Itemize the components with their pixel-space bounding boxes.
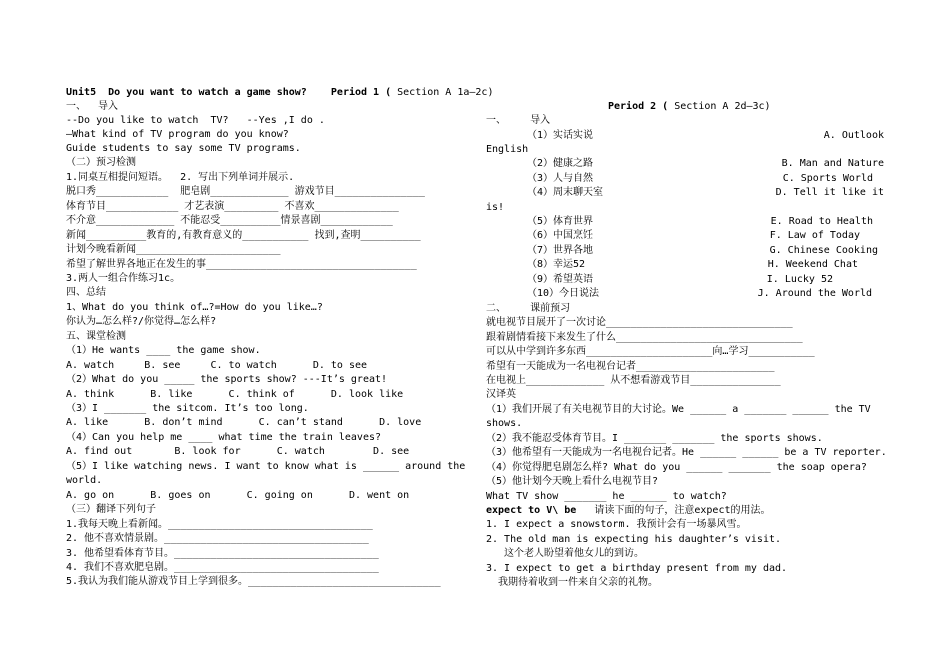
vocab-cn: （10）今日说法 [527,288,600,299]
left-line: A. watch B. see C. to watch D. to see [66,360,368,371]
left-line: world. [66,475,103,486]
left-line: 希望了解世界各地正在发生的事___________________________________ [66,259,417,270]
vocab-en: B. Man and Nature [781,158,884,169]
left-header-title: Unit5 Do you want to watch a game show? Period 1 ( [66,87,392,98]
right-header-title: Period 2 ( [608,101,669,112]
vocab-en: G. Chinese Cooking [769,245,878,256]
example-line: 3. I expect to get a birthday present from my dad. [486,563,788,574]
left-line: --Do you like to watch TV? --Yes ,I do . [66,115,325,126]
vocab-en: F. Law of Today [769,230,860,241]
right-line: （1）我们开展了有关电视节目的大讨论。We ______ a _______ ______ the TV [486,404,871,415]
expect-heading-bold: expect to V\ be [486,505,577,516]
left-line: A. like B. don’t mind C. can’t stand D. love [66,417,422,428]
example-line: 1. I expect a snowstorm. 我预计会有一场暴风雪。 [486,519,747,530]
left-line: 3. 他希望看体育节目。__________________________________ [66,548,379,559]
vocab-cn: （7）世界各地 [527,245,594,256]
left-line: A. go on B. goes on C. going on D. went on [66,490,410,501]
example-line: 我期待着收到一件来自父亲的礼物。 [486,577,659,588]
vocab-en: H. Weekend Chat [767,259,858,270]
left-line: （三）翻译下列句子 [66,504,156,515]
right-line: （2）我不能忍受体育节目。I _______ _______ the sports shows. [486,433,823,444]
vocab-cn: （8）幸运52 [527,259,586,270]
right-line: （5）他计划今天晚上看什么电视节目? [486,476,659,487]
vocab-cn: （4）周末聊天室 [527,187,604,198]
right-line: （4）你觉得肥皂剧怎么样? What do you ______ _______ the soap opera? [486,462,867,473]
expect-heading [486,504,771,518]
right-line: 汉译英 [486,389,516,400]
left-line: A. think B. like C. think of D. look like [66,389,404,400]
right-line: 跟着剧情看接下来发生了什么_______________________________ [486,332,803,343]
example-line: 这个老人盼望着他女儿的到访。 [486,548,645,559]
left-line: 1、What do you think of…?=How do you like…? [66,302,323,313]
left-line: （二）预习检测 [66,157,136,168]
vocab-cn: （6）中国烹饪 [527,230,594,241]
right-line: shows. [486,418,523,429]
right-intro: 一、 导入 [486,115,551,126]
left-line: —What kind of TV program do you know? [66,129,289,140]
vocab-en: I. Lucky 52 [766,274,833,285]
left-header [66,86,493,100]
vocab-cn: （9）希望英语 [527,274,594,285]
right-line: 二、 课前预习 [486,303,571,314]
right-header-section: Section A 2d—3c) [668,101,771,112]
vocab-en: E. Road to Health [770,216,873,227]
left-line: 四、总结 [66,287,106,298]
vocab-cn: is! [486,202,505,213]
right-line: 在电视上_____________ 从不想看游戏节目_______________ [486,375,781,386]
vocab-en: J. Around the World [757,288,872,299]
left-line: （2）What do you _____ the sports show? ---It’s great! [66,374,388,385]
right-line: 可以从中学到许多东西_____________________向…学习___________ [486,346,815,357]
vocab-en: C. Sports World [782,173,873,184]
left-line: （5）I like watching news. I want to know what is ______ around the [66,461,466,472]
right-line: What TV show _______ he ______ to watch? [486,491,727,502]
right-header [608,100,771,114]
left-line: 不介意_____________ 不能忍受__________情景喜剧____________ [66,215,393,226]
left-line: 一、 导入 [66,101,119,112]
left-header-section: Section A 1a—2c) [391,87,494,98]
right-line: （3）他希望有一天能成为一名电视台记者。He ______ ______ be a TV reporter. [486,447,887,458]
example-line: 2. The old man is expecting his daughter’s visit. [486,534,782,545]
left-line: 3.两人一组合作练习1c。 [66,273,181,284]
left-line: Guide students to say some TV programs. [66,143,301,154]
left-line: 1.同桌互相提问短语。 2. 写出下列单词并展示. [66,172,295,183]
left-line: 脱口秀____________ 肥皂剧_____________ 游戏节目_______________ [66,186,425,197]
left-line: 4. 我们不喜欢肥皂剧。__________________________________ [66,562,379,573]
vocab-cn: （1）实话实说 [527,130,594,141]
right-line: 就电视节目展开了一次讨论_______________________________ [486,317,793,328]
left-line: A. find out B. look for C. watch D. see [66,446,410,457]
vocab-cn: English [486,144,529,155]
left-line: 新闻__________教育的,有教育意义的___________ 找到,查明__________ [66,230,421,241]
left-line: （3）I _______ the sitcom. It’s too long. [66,403,309,414]
left-line: 计划今晚看新闻________________________ [66,244,281,255]
left-line: 五、课堂检测 [66,331,126,342]
left-line: 5.我认为我们能从游戏节目上学到很多。________________________________ [66,576,441,587]
left-line: 2. 他不喜欢情景剧。__________________________________ [66,533,369,544]
left-line: 你认为…怎么样?/你觉得…怎么样? [66,316,217,327]
left-line: （1）He wants ____ the game show. [66,345,261,356]
left-line: 体育节目____________ 才艺表演_________ 不喜欢______________ [66,201,399,212]
expect-heading-note: 请读下面的句子，注意expect的用法。 [576,505,771,516]
left-line: 1.我每天晚上看新闻。__________________________________ [66,519,373,530]
vocab-cn: （3）人与自然 [527,173,594,184]
vocab-cn: （2）健康之路 [527,158,594,169]
left-line: （4）Can you help me ____ what time the train leaves? [66,432,382,443]
right-line: 希望有一天能成为一名电视台记者_______________________ [486,361,775,372]
vocab-en: A. Outlook [823,130,884,141]
vocab-en: D. Tell it like it [775,187,884,198]
vocab-cn: （5）体育世界 [527,216,594,227]
